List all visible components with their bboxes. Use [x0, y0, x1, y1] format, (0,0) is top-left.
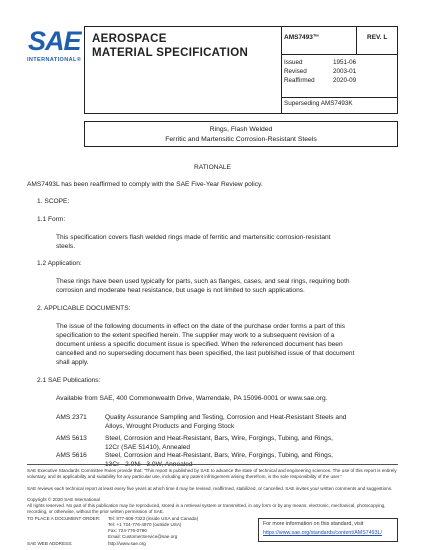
date-value-issued: 1951-06: [333, 59, 357, 66]
footer-review-note: SAE reviews each technical report at least every five years at which time it may be revised, reaffirmed, stabilized, or cancelled. SAE invites your written comments and suggestions.: [27, 486, 393, 491]
applicable-docs-text-line: The issue of the following documents in effect on the date of the purchase order forms a part of this: [56, 323, 346, 330]
reference-id: AMS 5616: [56, 452, 87, 459]
section-form-heading: 1.1 Form:: [37, 216, 66, 223]
section-scope-heading: 1. SCOPE:: [37, 198, 70, 205]
footer-phone-inside: Tel: 877-606-7323 (inside USA and Canada): [108, 516, 199, 521]
reference-title-line: Quality Assurance Sampling and Testing, Corrosion and Heat-Resistant Steels and: [105, 414, 347, 421]
form-text-line: This specification covers flash welded rings made of ferritic and martensitic corrosion-resistant: [56, 234, 331, 241]
rationale-text: AMS7493L has been reaffirmed to comply with the SAE Five-Year Review policy.: [27, 181, 263, 188]
document-title-line1: Rings, Flash Welded: [209, 126, 273, 133]
date-label-issued: Issued: [284, 59, 303, 66]
section-sae-publications-heading: 2.1 SAE Publications:: [37, 377, 101, 384]
footer-disclaimer: SAE Executive Standards Committee Rules provide that: “This report is published by SAE to advance the state of technical and engineering sciences. The use of this report is entirely voluntary, and its applicability and suitability for any particular use, including any patent infringement arising therefrom, is the sole responsibility of the user.”: [27, 468, 397, 479]
supersedes-note: Superseding AMS7493K: [284, 100, 353, 107]
applicable-docs-text-line: document unless a specific document issue is specified. When the referenced document has been: [56, 341, 343, 348]
reference-id: AMS 5613: [56, 435, 87, 442]
reference-title-line: Alloys, Wrought Products and Forging Stock: [105, 423, 235, 430]
section-application-heading: 1.2 Application:: [37, 260, 82, 267]
applicable-docs-text-line: cancelled and no superseding document has been specified, the last published issue of that document: [56, 350, 355, 357]
reference-title-line: Steel, Corrosion and Heat-Resistant, Bars, Wire, Forgings, Tubing, and Rings,: [105, 435, 333, 442]
form-text-line: steels.: [56, 243, 76, 250]
date-value-revised: 2003-01: [333, 68, 357, 75]
footer-rule: [27, 464, 398, 465]
header-divider: [281, 97, 398, 98]
footer-web-link[interactable]: http://www.sae.org: [108, 541, 146, 546]
sae-logo-subtitle: INTERNATIONAL®: [27, 57, 82, 63]
footer-phone-outside: Tel: +1 724-776-4970 (outside USA): [108, 522, 182, 527]
header-divider: [356, 26, 357, 54]
sae-publications-availability: Available from SAE, 400 Commonwealth Drive, Warrendale, PA 15096-0001 or www.sae.org.: [56, 395, 328, 402]
applicable-docs-text-line: shall apply.: [56, 359, 89, 366]
revision-label: REV. L: [367, 34, 388, 41]
sae-logo: SAE: [28, 26, 81, 56]
rationale-heading: RATIONALE: [194, 164, 231, 171]
application-text-line: corrosion and moderate heat resistance, but usage is not limited to such applications.: [56, 287, 305, 294]
footer-web-label: SAE WEB ADDRESS:: [27, 541, 73, 546]
section-applicable-documents-heading: 2. APPLICABLE DOCUMENTS:: [37, 305, 131, 312]
footer-copyright: Copyright © 2020 SAE International: [27, 497, 100, 502]
date-label-reaffirmed: Reaffirmed: [284, 77, 315, 84]
document-title-line2: Ferritic and Martensitic Corrosion-Resistant Steels: [165, 136, 317, 143]
footer-rights: All rights reserved. No part of this publication may be reproduced, stored in a retrieval system or transmitted, in any form or by any means, electronic, mechanical, photocopying, recording, or otherwise, without the prior written permission of SAE.: [27, 503, 386, 514]
footer-info-text: For more information on this standard, visit: [263, 521, 364, 527]
reference-id: AMS 2371: [56, 414, 87, 421]
application-text-line: These rings have been used typically for parts, such as flanges, cases, and seal rings, requiring both: [56, 278, 350, 285]
footer-order-label: TO PLACE A DOCUMENT ORDER:: [27, 516, 101, 521]
footer-fax: Fax: 724-776-0790: [108, 528, 147, 533]
date-value-reaffirmed: 2020-09: [333, 77, 357, 84]
footer-email: Email: CustomerService@sae.org: [108, 534, 178, 539]
header-divider: [281, 26, 282, 114]
standard-link[interactable]: https://www.sae.org/standards/content/AMS7493L/: [263, 530, 382, 536]
document-number: AMS7493™: [284, 34, 320, 41]
header-divider: [281, 54, 398, 55]
reference-title-line: 12Cr (SAE 51410), Annealed: [105, 444, 191, 451]
date-label-revised: Revised: [284, 68, 307, 75]
org-title-line1: AEROSPACE: [92, 33, 167, 45]
title-box: [84, 121, 398, 147]
reference-title-line: Steel, Corrosion and Heat-Resistant, Bars, Wire, Forgings, Tubing, and Rings,: [105, 452, 333, 459]
applicable-docs-text-line: specification to the extent specified herein. The supplier may work to a subsequent revision of a: [56, 332, 335, 339]
org-title-line2: MATERIAL SPECIFICATION: [92, 47, 249, 59]
